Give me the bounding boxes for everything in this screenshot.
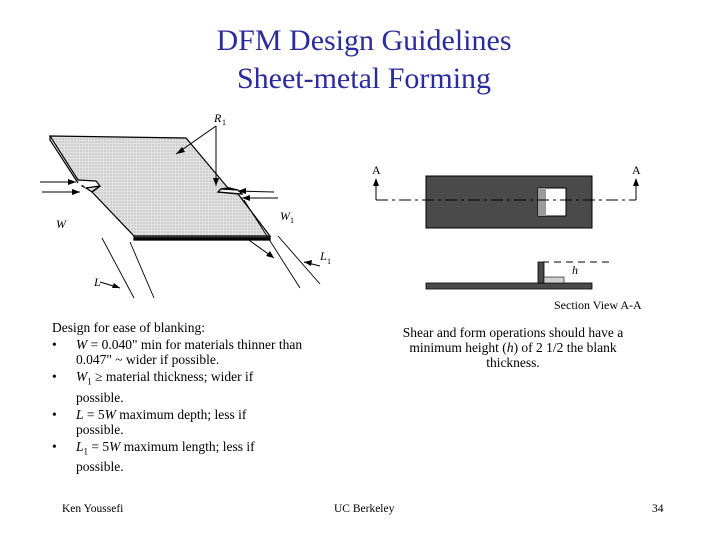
shear-form-note: Shear and form operations should have a minimum height (h) of 2 1/2 the blank thickness. <box>402 325 624 370</box>
section-view-figure <box>364 158 664 318</box>
section-view-label: Section View A-A <box>554 298 642 312</box>
label-a-right: A <box>632 163 641 177</box>
guideline-item: • W = 0.040" min for materials thinner than <box>52 337 303 352</box>
svg-text:1: 1 <box>290 216 294 225</box>
guideline-item: • $L_1 = 5W$ maximum length; less if <box>52 438 255 457</box>
footer-author: Ken Youssefi <box>62 503 124 515</box>
svg-text:1: 1 <box>327 257 331 266</box>
page-number: 34 <box>652 503 664 515</box>
slide-title-line2: Sheet-metal Forming <box>236 62 492 95</box>
label-w1: W <box>280 209 290 223</box>
guideline-item: • $W_1$ ≥ material thickness; wider if <box>52 369 254 387</box>
label-a-left: A <box>372 163 381 177</box>
plate-surface <box>50 136 270 236</box>
blanking-heading: Design for ease of blanking: <box>52 320 205 335</box>
label-w: W <box>56 217 66 231</box>
label-l: L <box>94 275 101 289</box>
label-l1: L <box>320 249 327 263</box>
guideline-item: • L = 5W maximum depth; less if <box>52 406 247 422</box>
footer-institution: UC Berkeley <box>334 503 395 515</box>
blanking-part-figure <box>38 108 350 308</box>
svg-text:1: 1 <box>222 118 226 127</box>
blanking-guidelines: Design for ease of blanking: • W = 0.040" min for materials thinner than 0.047" ~ wider if possible. • $W_1$ ≥ material thickness; wider if possible. • L = 5W maximum depth; less if possible. • $L_1 = 5W$ maximum length; less if possible. <box>52 320 342 474</box>
label-h: h <box>572 263 578 277</box>
slide-title-line1: DFM Design Guidelines <box>216 24 512 57</box>
label-r1: R <box>214 111 222 125</box>
